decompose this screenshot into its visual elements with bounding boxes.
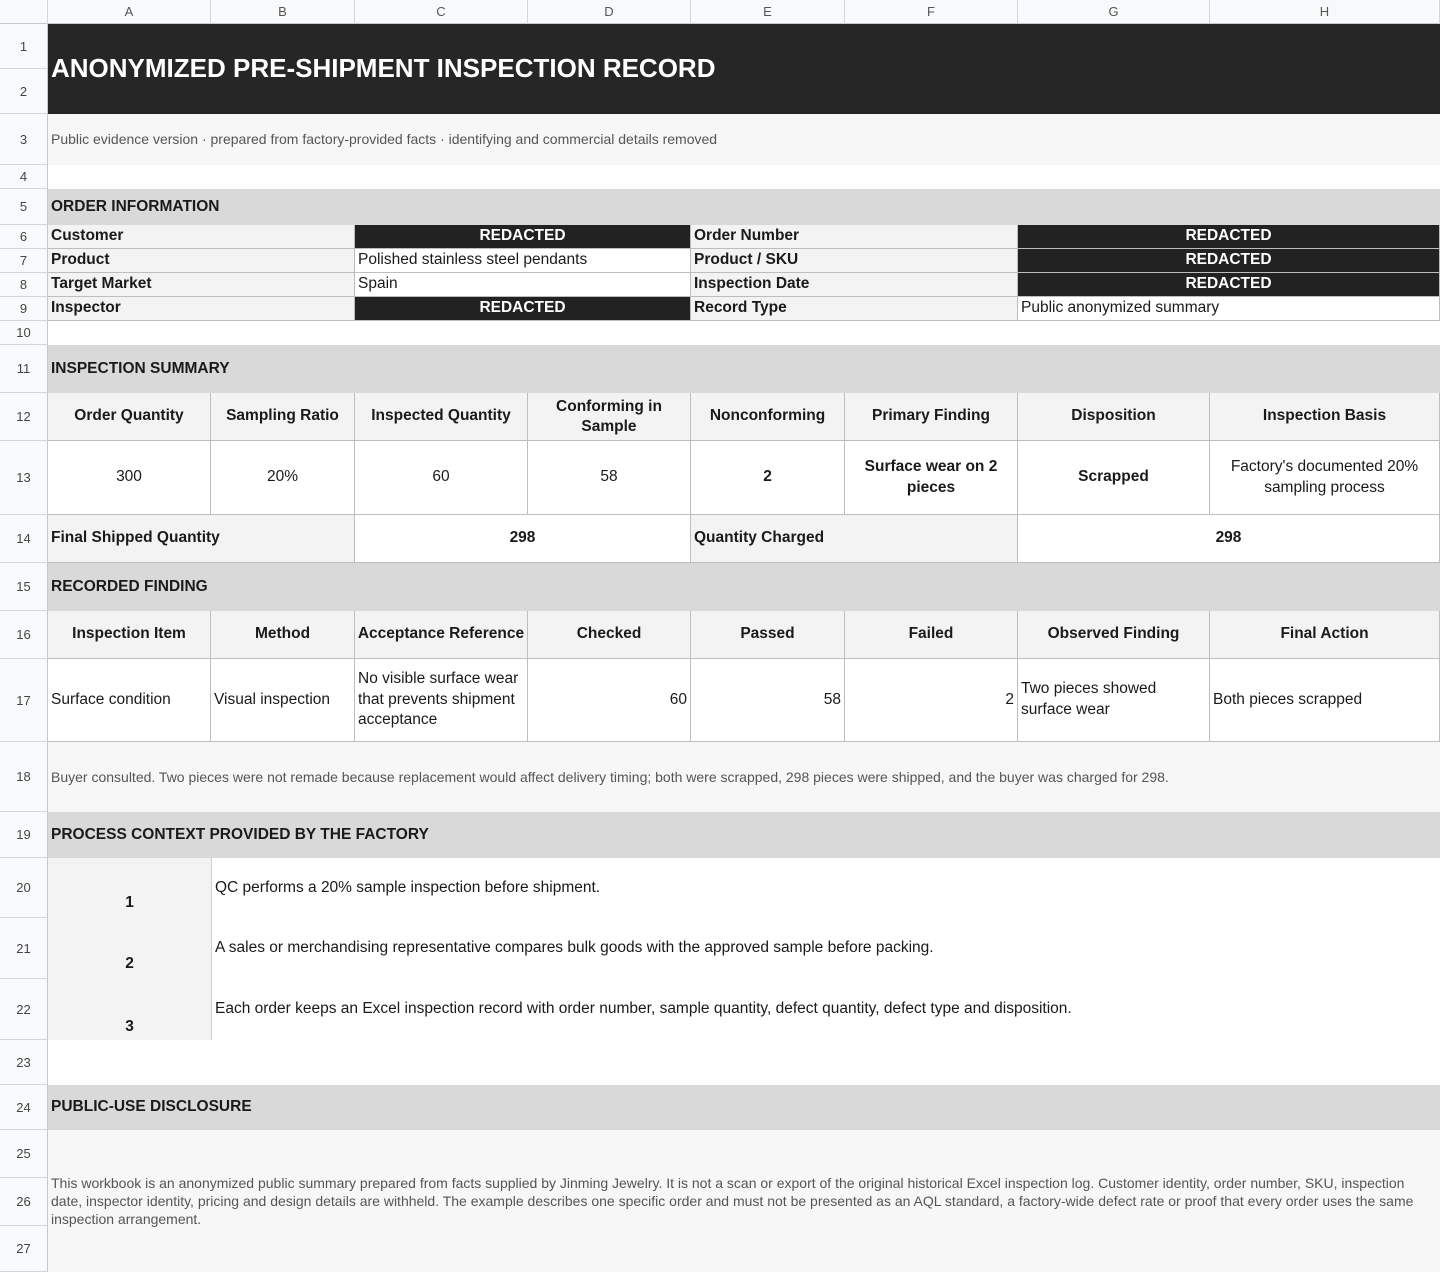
- row-header-22[interactable]: 22: [0, 979, 48, 1040]
- disclosure-text[interactable]: This workbook is an anonymized public summary prepared from facts supplied by Jinming Jewelry. It is not a scan or export of the original historical Excel inspection log. Customer identity, order number, SKU, inspection date, inspector identity, pricing and design details are withheld. The example describes one specific order and must not be presented as an AQL standard, a factory-wide defect rate or proof that every order uses the same inspection arrangement.: [48, 1130, 1440, 1272]
- process-step-number-3[interactable]: 3: [48, 979, 211, 1040]
- process-step-text-1[interactable]: QC performs a 20% sample inspection before shipment.: [211, 858, 1440, 918]
- value-customer-redacted[interactable]: REDACTED: [355, 225, 691, 249]
- value-inspection-item[interactable]: Surface condition: [48, 659, 211, 742]
- row-header-26[interactable]: 26: [0, 1178, 48, 1226]
- value-target-market[interactable]: Spain: [355, 273, 691, 297]
- label-product-sku[interactable]: Product / SKU: [691, 249, 1018, 273]
- column-header-h[interactable]: H: [1210, 0, 1440, 24]
- page-title[interactable]: ANONYMIZED PRE-SHIPMENT INSPECTION RECORD: [48, 24, 1440, 114]
- value-observed-finding[interactable]: Two pieces showed surface wear: [1018, 659, 1210, 742]
- column-header-a[interactable]: A: [48, 0, 211, 24]
- value-order-quantity[interactable]: 300: [48, 441, 211, 515]
- value-sampling-ratio[interactable]: 20%: [211, 441, 355, 515]
- label-order-number[interactable]: Order Number: [691, 225, 1018, 249]
- column-header-c[interactable]: C: [355, 0, 528, 24]
- header-failed[interactable]: Failed: [845, 611, 1018, 659]
- row-header-10[interactable]: 10: [0, 321, 48, 345]
- row-header-2[interactable]: 2: [0, 69, 48, 114]
- header-inspected-quantity[interactable]: Inspected Quantity: [355, 393, 528, 441]
- row-header-21[interactable]: 21: [0, 918, 48, 979]
- section-header-process-context[interactable]: PROCESS CONTEXT PROVIDED BY THE FACTORY: [48, 812, 1440, 858]
- value-product-sku-redacted[interactable]: REDACTED: [1018, 249, 1440, 273]
- header-nonconforming[interactable]: Nonconforming: [691, 393, 845, 441]
- row-header-8[interactable]: 8: [0, 273, 48, 297]
- label-target-market[interactable]: Target Market: [48, 273, 355, 297]
- finding-note[interactable]: Buyer consulted. Two pieces were not remade because replacement would affect delivery timing; both were scrapped, 298 pieces were shipped, and the buyer was charged for 298.: [48, 742, 1440, 812]
- value-inspection-date-redacted[interactable]: REDACTED: [1018, 273, 1440, 297]
- value-nonconforming[interactable]: 2: [691, 441, 845, 515]
- value-method[interactable]: Visual inspection: [211, 659, 355, 742]
- label-record-type[interactable]: Record Type: [691, 297, 1018, 321]
- row-header-6[interactable]: 6: [0, 225, 48, 249]
- value-passed[interactable]: 58: [691, 659, 845, 742]
- process-step-text-3[interactable]: Each order keeps an Excel inspection record with order number, sample quantity, defect quantity, defect type and disposition.: [211, 979, 1440, 1040]
- value-disposition[interactable]: Scrapped: [1018, 441, 1210, 515]
- label-final-shipped-quantity[interactable]: Final Shipped Quantity: [48, 515, 355, 563]
- value-quantity-charged[interactable]: 298: [1018, 515, 1440, 563]
- label-inspection-date[interactable]: Inspection Date: [691, 273, 1018, 297]
- header-method[interactable]: Method: [211, 611, 355, 659]
- row-header-16[interactable]: 16: [0, 611, 48, 659]
- row-header-19[interactable]: 19: [0, 812, 48, 858]
- row-header-23[interactable]: 23: [0, 1040, 48, 1085]
- section-header-order-information[interactable]: ORDER INFORMATION: [48, 189, 1440, 225]
- row-header-12[interactable]: 12: [0, 393, 48, 441]
- header-order-quantity[interactable]: Order Quantity: [48, 393, 211, 441]
- row-header-24[interactable]: 24: [0, 1085, 48, 1130]
- header-final-action[interactable]: Final Action: [1210, 611, 1440, 659]
- label-quantity-charged[interactable]: Quantity Charged: [691, 515, 1018, 563]
- header-disposition[interactable]: Disposition: [1018, 393, 1210, 441]
- value-inspector-redacted[interactable]: REDACTED: [355, 297, 691, 321]
- row-header-25[interactable]: 25: [0, 1130, 48, 1178]
- header-conforming-in-sample[interactable]: Conforming in Sample: [528, 393, 691, 441]
- header-sampling-ratio[interactable]: Sampling Ratio: [211, 393, 355, 441]
- row-header-14[interactable]: 14: [0, 515, 48, 563]
- row-header-17[interactable]: 17: [0, 659, 48, 742]
- label-customer[interactable]: Customer: [48, 225, 355, 249]
- value-final-shipped-quantity[interactable]: 298: [355, 515, 691, 563]
- value-conforming-in-sample[interactable]: 58: [528, 441, 691, 515]
- select-all-corner[interactable]: [0, 0, 48, 24]
- row-header-11[interactable]: 11: [0, 345, 48, 393]
- row-header-1[interactable]: 1: [0, 24, 48, 69]
- value-primary-finding[interactable]: Surface wear on 2 pieces: [845, 441, 1018, 515]
- value-final-action[interactable]: Both pieces scrapped: [1210, 659, 1440, 742]
- column-header-g[interactable]: G: [1018, 0, 1210, 24]
- process-step-number-1[interactable]: 1: [48, 858, 211, 918]
- value-checked[interactable]: 60: [528, 659, 691, 742]
- process-step-text-2[interactable]: A sales or merchandising representative compares bulk goods with the approved sample before packing.: [211, 918, 1440, 979]
- value-acceptance-reference[interactable]: No visible surface wear that prevents shipment acceptance: [355, 659, 528, 742]
- row-header-15[interactable]: 15: [0, 563, 48, 611]
- value-product[interactable]: Polished stainless steel pendants: [355, 249, 691, 273]
- value-record-type[interactable]: Public anonymized summary: [1018, 297, 1440, 321]
- header-passed[interactable]: Passed: [691, 611, 845, 659]
- row-header-13[interactable]: 13: [0, 441, 48, 515]
- header-inspection-basis[interactable]: Inspection Basis: [1210, 393, 1440, 441]
- value-inspection-basis[interactable]: Factory's documented 20% sampling process: [1210, 441, 1440, 515]
- page-subtitle[interactable]: Public evidence version · prepared from factory-provided facts · identifying and commercial details removed: [48, 114, 1440, 165]
- row-header-18[interactable]: 18: [0, 742, 48, 812]
- value-failed[interactable]: 2: [845, 659, 1018, 742]
- label-inspector[interactable]: Inspector: [48, 297, 355, 321]
- row-header-3[interactable]: 3: [0, 114, 48, 165]
- section-header-public-use-disclosure[interactable]: PUBLIC-USE DISCLOSURE: [48, 1085, 1440, 1130]
- label-product[interactable]: Product: [48, 249, 355, 273]
- row-header-27[interactable]: 27: [0, 1226, 48, 1272]
- header-primary-finding[interactable]: Primary Finding: [845, 393, 1018, 441]
- header-inspection-item[interactable]: Inspection Item: [48, 611, 211, 659]
- row-header-5[interactable]: 5: [0, 189, 48, 225]
- header-acceptance-reference[interactable]: Acceptance Reference: [355, 611, 528, 659]
- row-header-20[interactable]: 20: [0, 858, 48, 918]
- row-header-9[interactable]: 9: [0, 297, 48, 321]
- value-inspected-quantity[interactable]: 60: [355, 441, 528, 515]
- section-header-inspection-summary[interactable]: INSPECTION SUMMARY: [48, 345, 1440, 393]
- section-header-recorded-finding[interactable]: RECORDED FINDING: [48, 563, 1440, 611]
- row-header-4[interactable]: 4: [0, 165, 48, 189]
- row-header-7[interactable]: 7: [0, 249, 48, 273]
- column-header-d[interactable]: D: [528, 0, 691, 24]
- header-checked[interactable]: Checked: [528, 611, 691, 659]
- header-observed-finding[interactable]: Observed Finding: [1018, 611, 1210, 659]
- column-header-e[interactable]: E: [691, 0, 845, 24]
- value-order-number-redacted[interactable]: REDACTED: [1018, 225, 1440, 249]
- column-header-b[interactable]: B: [211, 0, 355, 24]
- process-step-number-2[interactable]: 2: [48, 918, 211, 979]
- column-header-f[interactable]: F: [845, 0, 1018, 24]
